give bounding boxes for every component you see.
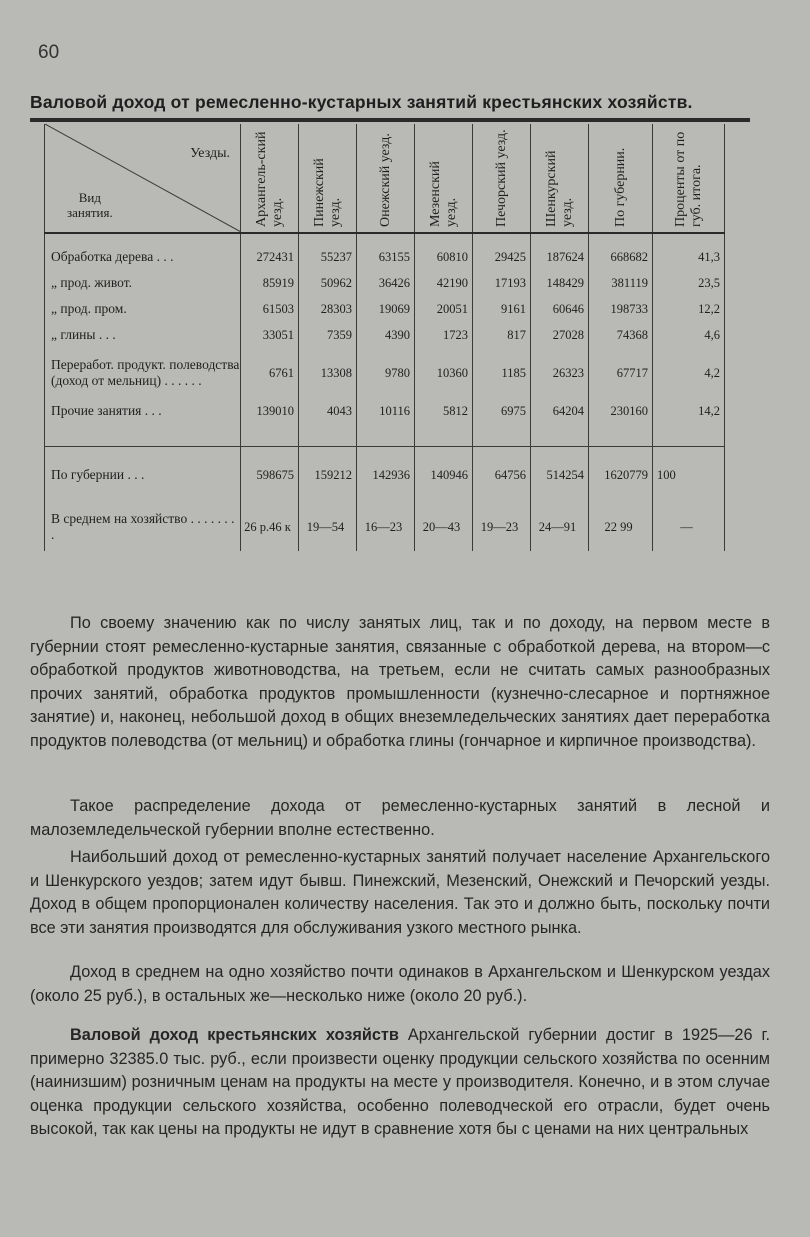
table-cell: 198733 [589, 296, 653, 322]
bold-lead: Валовой доход крестьянских хозяйств [70, 1026, 399, 1044]
table-cell: 187624 [531, 244, 589, 270]
table-cell: 10360 [415, 348, 473, 398]
table-cell: 148429 [531, 270, 589, 296]
table-cell: 61503 [241, 296, 299, 322]
paragraph: Наибольший доход от ремесленно-кустарных занятий получает население Архангельского и Шенкурского уездов; затем идут бывш. Пинежский, Мезенский, Онежский и Печорский уезды. Доход в общем пропорционален количеству населения. Так это и должно быть, поскольку почти все эти занятия производятся для обслуживания узкого местного рынка. [30, 848, 770, 937]
table-cell: 16—23 [357, 503, 415, 551]
table-cell: 668682 [589, 244, 653, 270]
table-row [45, 296, 725, 322]
table-cell: 20051 [415, 296, 473, 322]
table-cell: 142936 [357, 447, 415, 504]
corner-kind-label: Вид занятия. [67, 190, 113, 220]
title-rule [30, 118, 750, 122]
body-text [30, 846, 770, 940]
table-cell: 4,6 [653, 322, 725, 348]
table-cell: 23,5 [653, 270, 725, 296]
table-cell: 33051 [241, 322, 299, 348]
table-cell: 20—43 [415, 503, 473, 551]
table-cell: 514254 [531, 447, 589, 504]
table-cell: 4043 [299, 398, 357, 424]
table-cell: 19069 [357, 296, 415, 322]
table-header-row [45, 124, 725, 233]
average-row [45, 503, 725, 551]
table-cell: 14,2 [653, 398, 725, 424]
row-label: „ прод. пром. [45, 296, 241, 322]
table-cell: 13308 [299, 348, 357, 398]
table-cell: 60646 [531, 296, 589, 322]
body-text [30, 1024, 770, 1142]
table-cell: — [653, 503, 725, 551]
header-corner [45, 124, 241, 233]
row-label: „ прод. живот. [45, 270, 241, 296]
column-header: Пинежский уезд. [299, 124, 357, 233]
table-cell: 17193 [473, 270, 531, 296]
page-number: 60 [38, 42, 60, 63]
table-cell: 74368 [589, 322, 653, 348]
table-row [45, 398, 725, 424]
total-row [45, 447, 725, 504]
table-cell: 63155 [357, 244, 415, 270]
income-table [44, 124, 725, 551]
table-cell: 1723 [415, 322, 473, 348]
row-label: В среднем на хозяйство . . . . . . . . [45, 503, 241, 551]
table-cell: 381119 [589, 270, 653, 296]
table-cell: 817 [473, 322, 531, 348]
table-cell: 7359 [299, 322, 357, 348]
table-cell: 4390 [357, 322, 415, 348]
paragraph: Доход в среднем на одно хозяйство почти одинаков в Архангельском и Шенкурском уездах (около 25 руб.), в остальных же—несколько ниже (около 20 руб.). [30, 963, 770, 1005]
table-cell: 100 [653, 447, 725, 504]
table-cell: 41,3 [653, 244, 725, 270]
table-cell: 230160 [589, 398, 653, 424]
paragraph-rest: Архангельской губернии достиг в 1925—26 г. примерно 32385.0 тыс. руб., если произвести оценку продукции сельского хозяйства по осенним (наинизшим) розничным ценам на продукты на месте у производителя. Конечно, и в этом случае оценка продукции сельского хозяйства, особенно полеводческой его отрасли, будет очень высокой, так как цены на продукты не идут в сравнение хотя бы с ценами на них центральных [30, 1026, 770, 1138]
table-cell: 6975 [473, 398, 531, 424]
table-cell: 4,2 [653, 348, 725, 398]
table-cell: 24—91 [531, 503, 589, 551]
table-cell: 67717 [589, 348, 653, 398]
table-cell: 42190 [415, 270, 473, 296]
table-cell: 272431 [241, 244, 299, 270]
table-cell: 26 р.46 к [241, 503, 299, 551]
column-header: Шенкурский уезд. [531, 124, 589, 233]
row-label: Переработ. продукт. полеводства (доход от мельниц) . . . . . . [45, 348, 241, 398]
table-cell: 28303 [299, 296, 357, 322]
table-cell: 50962 [299, 270, 357, 296]
table-cell: 19—23 [473, 503, 531, 551]
column-header: Проценты от по губ. итога. [653, 124, 725, 233]
table-cell: 139010 [241, 398, 299, 424]
table-cell: 9780 [357, 348, 415, 398]
table-cell: 22 99 [589, 503, 653, 551]
column-header: Мезенский уезд. [415, 124, 473, 233]
table-cell: 55237 [299, 244, 357, 270]
column-header: По губернии. [589, 124, 653, 233]
column-header: Архангель-ский уезд. [241, 124, 299, 233]
table-cell: 12,2 [653, 296, 725, 322]
table-cell: 29425 [473, 244, 531, 270]
table-cell: 9161 [473, 296, 531, 322]
table-row [45, 244, 725, 270]
table-cell: 1185 [473, 348, 531, 398]
column-header: Печорский уезд. [473, 124, 531, 233]
table-cell: 159212 [299, 447, 357, 504]
table-cell: 140946 [415, 447, 473, 504]
table-cell: 64204 [531, 398, 589, 424]
table-cell: 26323 [531, 348, 589, 398]
paragraph-last [30, 1024, 770, 1142]
table-cell: 85919 [241, 270, 299, 296]
body-text [30, 961, 770, 1008]
row-label: Обработка дерева . . . [45, 244, 241, 270]
table-cell: 1620779 [589, 447, 653, 504]
corner-districts-label: Уезды. [190, 146, 230, 161]
table-cell: 64756 [473, 447, 531, 504]
body-text [30, 612, 770, 753]
paragraph: Такое распределение дохода от ремесленно-кустарных занятий в лесной и малоземледельческой губернии вполне естественно. [30, 797, 770, 839]
table-cell: 60810 [415, 244, 473, 270]
row-label: „ глины . . . [45, 322, 241, 348]
paragraph: По своему значению как по числу занятых лиц, так и по доходу, на первом месте в губернии стоят ремесленно-кустарные занятия, связанные с обработкой дерева, на втором—с обработкой продуктов животноводства, на третьем, если не считать самых разнообразных прочих занятий, обработка продуктов промышленности (кузнечно-слесарное и портняжное занятие) и, наконец, небольшой доход в общих внеземледельческих занятиях дает переработка продуктов полеводства (от мельниц) и обработка глины (гончарное и кирпичное производства). [30, 614, 770, 750]
table-cell: 6761 [241, 348, 299, 398]
table-cell: 36426 [357, 270, 415, 296]
table-title: Валовой доход от ремесленно-кустарных занятий крестьянских хозяйств. [30, 92, 693, 112]
row-label: По губернии . . . [45, 447, 241, 504]
row-label: Прочие занятия . . . [45, 398, 241, 424]
table-cell: 27028 [531, 322, 589, 348]
table-cell: 5812 [415, 398, 473, 424]
table-row [45, 348, 725, 398]
table-cell: 598675 [241, 447, 299, 504]
table-row [45, 322, 725, 348]
column-header: Онежский уезд. [357, 124, 415, 233]
table-cell: 10116 [357, 398, 415, 424]
table-row [45, 270, 725, 296]
body-text [30, 795, 770, 842]
table-cell: 19—54 [299, 503, 357, 551]
